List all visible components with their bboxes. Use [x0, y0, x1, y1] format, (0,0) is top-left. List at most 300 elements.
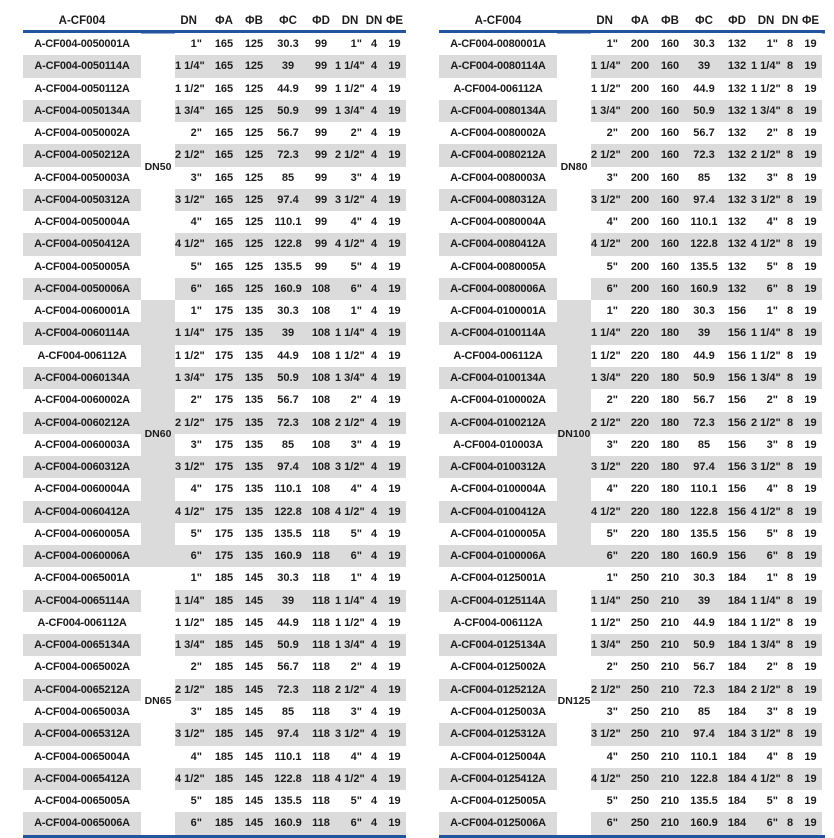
part-number-cell: A-CF004-0100004A — [439, 478, 557, 500]
phi-a-cell: 250 — [630, 817, 650, 830]
size-cell: 4 1/2" — [591, 238, 621, 251]
phi-b-cell: 160 — [660, 238, 680, 251]
phi-a-cell: 200 — [630, 282, 650, 295]
phi-a-cell: 250 — [630, 661, 650, 674]
phi-e-cell: 19 — [388, 750, 401, 763]
phi-c-cell: 56.7 — [277, 127, 299, 140]
phi-e-cell: 19 — [388, 416, 401, 429]
phi-a-cell: 200 — [630, 104, 650, 117]
size-cell: 4" — [190, 216, 202, 229]
phi-e-cell: 19 — [804, 639, 817, 652]
phi-a-cell: 175 — [214, 371, 234, 384]
dn-inch-cell: 3" — [350, 438, 362, 451]
table-row — [23, 590, 406, 612]
phi-b-cell: 135 — [244, 394, 264, 407]
data-cells — [591, 389, 822, 411]
phi-c-cell: 56.7 — [693, 661, 715, 674]
dn-inch-cell: 1 1/4" — [751, 594, 781, 607]
phi-b-cell: 125 — [244, 82, 264, 95]
bolt-count-cell: 4 — [370, 371, 378, 384]
data-cells — [175, 345, 406, 367]
bolt-count-cell: 4 — [370, 705, 378, 718]
phi-b-cell: 180 — [660, 305, 680, 318]
size-cell: 2 1/2" — [175, 416, 205, 429]
data-cells — [175, 679, 406, 701]
data-cells — [591, 567, 822, 589]
dn-inch-cell: 1" — [350, 38, 362, 50]
phi-d-cell: 156 — [727, 527, 747, 540]
dn-inch-cell: 1 3/4" — [751, 371, 781, 384]
column-header: DN — [365, 15, 383, 27]
bolt-count-cell: 8 — [786, 616, 794, 629]
bolt-count-cell: 8 — [786, 661, 794, 674]
phi-c-cell: 50.9 — [277, 639, 299, 652]
phi-d-cell: 118 — [312, 616, 330, 629]
phi-b-cell: 135 — [244, 483, 264, 496]
data-cells — [175, 189, 406, 211]
part-number-cell: A-CF004-0080004A — [439, 211, 557, 233]
data-cells — [591, 211, 822, 233]
data-cells — [591, 456, 822, 478]
table-row — [23, 122, 406, 144]
phi-e-cell: 19 — [804, 371, 817, 384]
bolt-count-cell: 4 — [370, 394, 378, 407]
size-cell: 3" — [606, 705, 618, 718]
table-row — [23, 367, 406, 389]
size-cell: 1 3/4" — [175, 639, 205, 652]
part-number-cell: A-CF004-0050006A — [23, 278, 141, 300]
bolt-count-cell: 8 — [786, 171, 794, 184]
phi-e-cell: 19 — [804, 795, 817, 808]
table-row — [439, 768, 825, 790]
bolt-count-cell: 8 — [786, 327, 794, 340]
phi-c-cell: 135.5 — [274, 527, 302, 540]
part-number-cell: A-CF004-0125005A — [439, 790, 557, 812]
part-number-cell: A-CF004-006112A — [23, 345, 141, 367]
phi-c-cell: 30.3 — [693, 38, 715, 50]
phi-b-cell: 135 — [244, 550, 264, 563]
phi-a-cell: 220 — [630, 527, 650, 540]
phi-b-cell: 180 — [660, 527, 680, 540]
phi-a-cell: 200 — [630, 38, 650, 50]
part-number-cell: A-CF004-0060212A — [23, 412, 141, 434]
phi-e-cell: 19 — [388, 683, 401, 696]
size-cell: 3" — [190, 438, 202, 451]
phi-e-cell: 19 — [804, 216, 817, 229]
phi-c-cell: 72.3 — [277, 683, 299, 696]
phi-b-cell: 145 — [244, 661, 264, 674]
dn-inch-cell: 2 1/2" — [335, 416, 365, 429]
phi-b-cell: 145 — [244, 728, 264, 741]
dn-group-label: DN80 — [560, 160, 588, 173]
dn-inch-cell: 2" — [766, 661, 778, 674]
table-row — [439, 746, 825, 768]
part-number-cell: A-CF004-0100005A — [439, 523, 557, 545]
phi-e-cell: 19 — [388, 327, 401, 340]
phi-a-cell: 200 — [630, 171, 650, 184]
bolt-count-cell: 4 — [370, 260, 378, 273]
phi-b-cell: 145 — [244, 594, 264, 607]
phi-b-cell: 210 — [660, 817, 680, 830]
table-row — [439, 233, 825, 255]
phi-b-cell: 210 — [660, 594, 680, 607]
phi-d-cell: 132 — [727, 216, 747, 229]
dn-inch-cell: 1" — [350, 305, 362, 318]
part-number-cell: A-CF004-0060412A — [23, 501, 141, 523]
phi-a-cell: 185 — [214, 795, 234, 808]
phi-a-cell: 185 — [214, 772, 234, 785]
phi-c-cell: 50.9 — [277, 371, 299, 384]
phi-c-cell: 44.9 — [277, 616, 299, 629]
size-cell: 1" — [190, 38, 202, 50]
phi-b-cell: 135 — [244, 349, 264, 362]
dn-inch-cell: 3 1/2" — [751, 728, 781, 741]
data-cells — [591, 345, 822, 367]
phi-a-cell: 165 — [214, 260, 234, 273]
size-cell: 4 1/2" — [591, 772, 621, 785]
phi-e-cell: 19 — [804, 483, 817, 496]
phi-d-cell: 132 — [727, 60, 747, 73]
phi-c-cell: 72.3 — [277, 416, 299, 429]
table-row — [23, 55, 406, 77]
bolt-count-cell: 4 — [370, 505, 378, 518]
phi-c-cell: 72.3 — [277, 149, 299, 162]
dn-group — [23, 567, 406, 834]
dn-inch-cell: 2 1/2" — [751, 683, 781, 696]
phi-c-cell: 56.7 — [277, 394, 299, 407]
dn-inch-cell: 4" — [350, 216, 362, 229]
phi-a-cell: 175 — [214, 305, 234, 318]
data-cells — [175, 367, 406, 389]
phi-e-cell: 19 — [804, 149, 817, 162]
size-cell: 6" — [190, 282, 202, 295]
table-row — [439, 701, 825, 723]
phi-c-cell: 85 — [697, 438, 711, 451]
phi-a-cell: 200 — [630, 82, 650, 95]
phi-a-cell: 250 — [630, 705, 650, 718]
dn-inch-cell: 4" — [766, 216, 778, 229]
size-cell: 4" — [606, 750, 618, 763]
phi-c-cell: 30.3 — [277, 572, 299, 585]
part-number-cell: A-CF004-0065212A — [23, 679, 141, 701]
part-number-cell: A-CF004-0050134A — [23, 100, 141, 122]
phi-b-cell: 160 — [660, 171, 680, 184]
dn-inch-cell: 2 1/2" — [751, 416, 781, 429]
size-cell: 5" — [190, 795, 202, 808]
dn-inch-cell: 4 1/2" — [335, 238, 365, 251]
phi-e-cell: 19 — [804, 282, 817, 295]
bolt-count-cell: 8 — [786, 260, 794, 273]
phi-d-cell: 184 — [727, 795, 747, 808]
phi-a-cell: 250 — [630, 728, 650, 741]
phi-c-cell: 85 — [281, 171, 295, 184]
data-cells — [591, 768, 822, 790]
bolt-count-cell: 8 — [786, 795, 794, 808]
phi-a-cell: 165 — [214, 149, 234, 162]
phi-e-cell: 19 — [804, 394, 817, 407]
phi-d-cell: 132 — [727, 238, 747, 251]
phi-a-cell: 200 — [630, 216, 650, 229]
dn-inch-cell: 4 1/2" — [751, 505, 781, 518]
dn-inch-cell: 1" — [766, 305, 778, 318]
size-cell: 1" — [606, 572, 618, 585]
dn-inch-cell: 5" — [766, 795, 778, 808]
size-cell: 3 1/2" — [591, 728, 621, 741]
phi-d-cell: 132 — [727, 82, 747, 95]
phi-b-cell: 135 — [244, 305, 264, 318]
part-number-cell: A-CF004-006112A — [439, 78, 557, 100]
size-cell: 1 1/4" — [175, 327, 205, 340]
phi-d-cell: 99 — [314, 193, 328, 206]
part-number-cell: A-CF004-0065412A — [23, 768, 141, 790]
dn-inch-cell: 4 1/2" — [335, 772, 365, 785]
part-number-cell: A-CF004-0050004A — [23, 211, 141, 233]
part-number-cell: A-CF004-0125134A — [439, 634, 557, 656]
data-cells — [175, 501, 406, 523]
dn-inch-cell: 3 1/2" — [335, 728, 365, 741]
phi-c-cell: 160.9 — [274, 817, 302, 830]
phi-b-cell: 135 — [244, 371, 264, 384]
phi-b-cell: 160 — [660, 282, 680, 295]
phi-b-cell: 180 — [660, 349, 680, 362]
data-cells — [175, 701, 406, 723]
data-cells — [175, 256, 406, 278]
part-number-cell: A-CF004-0080003A — [439, 167, 557, 189]
bolt-count-cell: 4 — [370, 104, 378, 117]
phi-b-cell: 180 — [660, 416, 680, 429]
part-number-cell: A-CF004-006112A — [439, 612, 557, 634]
phi-a-cell: 165 — [214, 38, 234, 50]
table-row — [23, 456, 406, 478]
table-body — [23, 33, 406, 838]
phi-d-cell: 118 — [312, 550, 330, 563]
data-cells — [591, 322, 822, 344]
bolt-count-cell: 8 — [786, 817, 794, 830]
data-cells — [591, 78, 822, 100]
size-cell: 4" — [606, 483, 618, 496]
spec-table-left — [23, 6, 406, 838]
phi-d-cell: 184 — [727, 750, 747, 763]
phi-a-cell: 165 — [214, 127, 234, 140]
data-cells — [175, 768, 406, 790]
dn-inch-cell: 1 1/4" — [751, 60, 781, 73]
bolt-count-cell: 4 — [370, 416, 378, 429]
phi-c-cell: 30.3 — [693, 572, 715, 585]
size-cell: 6" — [606, 817, 618, 830]
phi-d-cell: 184 — [727, 572, 747, 585]
size-cell: 5" — [606, 260, 618, 273]
phi-c-cell: 39 — [281, 60, 295, 73]
table-row — [23, 501, 406, 523]
table-row — [23, 434, 406, 456]
bolt-count-cell: 4 — [370, 550, 378, 563]
phi-c-cell: 50.9 — [693, 371, 715, 384]
size-cell: 3" — [190, 171, 202, 184]
phi-e-cell: 19 — [388, 705, 401, 718]
part-number-cell: A-CF004-0080212A — [439, 144, 557, 166]
bolt-count-cell: 8 — [786, 394, 794, 407]
bolt-count-cell: 4 — [370, 772, 378, 785]
part-number-cell: A-CF004-0125312A — [439, 723, 557, 745]
phi-c-cell: 135.5 — [690, 527, 718, 540]
size-cell: 5" — [190, 527, 202, 540]
phi-c-cell: 160.9 — [690, 817, 718, 830]
bolt-count-cell: 8 — [786, 483, 794, 496]
part-number-cell: A-CF004-0060005A — [23, 523, 141, 545]
phi-c-cell: 110.1 — [690, 216, 718, 229]
table-row — [23, 634, 406, 656]
phi-d-cell: 132 — [727, 260, 747, 273]
data-cells — [591, 746, 822, 768]
bolt-count-cell: 4 — [370, 683, 378, 696]
table-row — [23, 746, 406, 768]
phi-b-cell: 160 — [660, 38, 680, 50]
part-number-cell: A-CF004-0100412A — [439, 501, 557, 523]
size-cell: 4" — [190, 483, 202, 496]
bolt-count-cell: 8 — [786, 416, 794, 429]
size-cell: 4 1/2" — [591, 505, 621, 518]
bolt-count-cell: 8 — [786, 149, 794, 162]
part-number-cell: A-CF004-0065134A — [23, 634, 141, 656]
table-body — [439, 33, 825, 838]
data-cells — [175, 167, 406, 189]
phi-a-cell: 250 — [630, 572, 650, 585]
bolt-count-cell: 4 — [370, 572, 378, 585]
phi-e-cell: 19 — [388, 216, 401, 229]
phi-a-cell: 175 — [214, 349, 234, 362]
part-number-cell: A-CF004-0050312A — [23, 189, 141, 211]
phi-b-cell: 210 — [660, 661, 680, 674]
phi-b-cell: 180 — [660, 327, 680, 340]
table-row — [439, 723, 825, 745]
phi-b-cell: 180 — [660, 550, 680, 563]
phi-a-cell: 200 — [630, 60, 650, 73]
bolt-count-cell: 8 — [786, 550, 794, 563]
data-cells — [591, 300, 822, 322]
phi-e-cell: 19 — [388, 82, 401, 95]
phi-c-cell: 97.4 — [277, 193, 299, 206]
part-number-cell: A-CF004-0125002A — [439, 656, 557, 678]
phi-a-cell: 220 — [630, 483, 650, 496]
column-header: DN — [596, 15, 613, 27]
part-number-cell: A-CF004-006112A — [23, 612, 141, 634]
part-number-cell: A-CF004-0080312A — [439, 189, 557, 211]
phi-d-cell: 108 — [311, 305, 331, 318]
phi-e-cell: 19 — [388, 305, 401, 318]
phi-a-cell: 165 — [214, 238, 234, 251]
table-row — [439, 322, 825, 344]
phi-e-cell: 19 — [804, 728, 817, 741]
table-row — [23, 567, 406, 589]
table-row — [23, 211, 406, 233]
size-cell: 1 1/2" — [591, 82, 621, 95]
phi-e-cell: 19 — [388, 505, 401, 518]
table-row — [23, 100, 406, 122]
phi-a-cell: 200 — [630, 193, 650, 206]
dn-inch-cell: 1 1/2" — [335, 349, 365, 362]
table-row — [439, 122, 825, 144]
phi-a-cell: 165 — [214, 82, 234, 95]
phi-a-cell: 200 — [630, 127, 650, 140]
bolt-count-cell: 8 — [786, 527, 794, 540]
phi-c-cell: 44.9 — [693, 82, 715, 95]
size-cell: 5" — [190, 260, 202, 273]
data-cells — [591, 612, 822, 634]
part-number-cell: A-CF004-0050003A — [23, 167, 141, 189]
phi-a-cell: 175 — [214, 527, 234, 540]
phi-a-cell: 175 — [214, 461, 234, 474]
phi-e-cell: 19 — [388, 282, 401, 295]
bolt-count-cell: 4 — [370, 60, 378, 73]
phi-e-cell: 19 — [804, 817, 817, 830]
bolt-count-cell: 4 — [370, 461, 378, 474]
data-cells — [591, 790, 822, 812]
phi-c-cell: 135.5 — [690, 795, 718, 808]
size-cell: 1 1/4" — [591, 327, 621, 340]
data-cells — [591, 656, 822, 678]
part-number-cell: A-CF004-0060006A — [23, 545, 141, 567]
size-cell: 1 1/2" — [175, 82, 205, 95]
dn-inch-cell: 3" — [766, 705, 778, 718]
dn-inch-cell: 1 1/2" — [751, 82, 781, 95]
column-header: DN — [341, 15, 359, 27]
size-cell: 1 3/4" — [591, 104, 621, 117]
data-cells — [591, 256, 822, 278]
phi-d-cell: 184 — [727, 616, 747, 629]
part-number-cell: A-CF004-0065114A — [23, 590, 141, 612]
table-row — [23, 812, 406, 834]
table-row — [439, 100, 825, 122]
data-cells — [175, 612, 406, 634]
phi-e-cell: 19 — [804, 238, 817, 251]
dn-inch-cell: 5" — [350, 795, 362, 808]
bolt-count-cell: 8 — [786, 705, 794, 718]
data-cells — [175, 322, 406, 344]
phi-a-cell: 175 — [214, 483, 234, 496]
table-row — [23, 656, 406, 678]
column-header: ΦB — [245, 15, 263, 27]
column-header: ΦE — [801, 15, 820, 27]
dn-group-label: DN100 — [557, 427, 591, 440]
bolt-count-cell: 8 — [786, 82, 794, 95]
phi-b-cell: 210 — [660, 772, 680, 785]
data-cells — [175, 144, 406, 166]
part-number-cell: A-CF004-0080134A — [439, 100, 557, 122]
size-cell: 3 1/2" — [591, 461, 621, 474]
phi-c-cell: 56.7 — [693, 127, 715, 140]
table-row — [439, 790, 825, 812]
bolt-count-cell: 8 — [786, 60, 794, 73]
bolt-count-cell: 4 — [370, 728, 378, 741]
phi-c-cell: 97.4 — [693, 728, 715, 741]
phi-e-cell: 19 — [388, 795, 401, 808]
table-row — [439, 189, 825, 211]
table-row — [439, 256, 825, 278]
phi-a-cell: 165 — [214, 171, 234, 184]
table-row — [439, 345, 825, 367]
phi-b-cell: 160 — [660, 216, 680, 229]
part-number-cell: A-CF004-0060004A — [23, 478, 141, 500]
phi-c-cell: 72.3 — [693, 683, 715, 696]
phi-b-cell: 125 — [244, 282, 264, 295]
table-row — [439, 412, 825, 434]
phi-c-cell: 39 — [697, 594, 711, 607]
phi-a-cell: 175 — [214, 327, 234, 340]
table-row — [23, 167, 406, 189]
phi-a-cell: 200 — [630, 238, 650, 251]
phi-b-cell: 210 — [660, 705, 680, 718]
table-header-row — [23, 6, 406, 33]
